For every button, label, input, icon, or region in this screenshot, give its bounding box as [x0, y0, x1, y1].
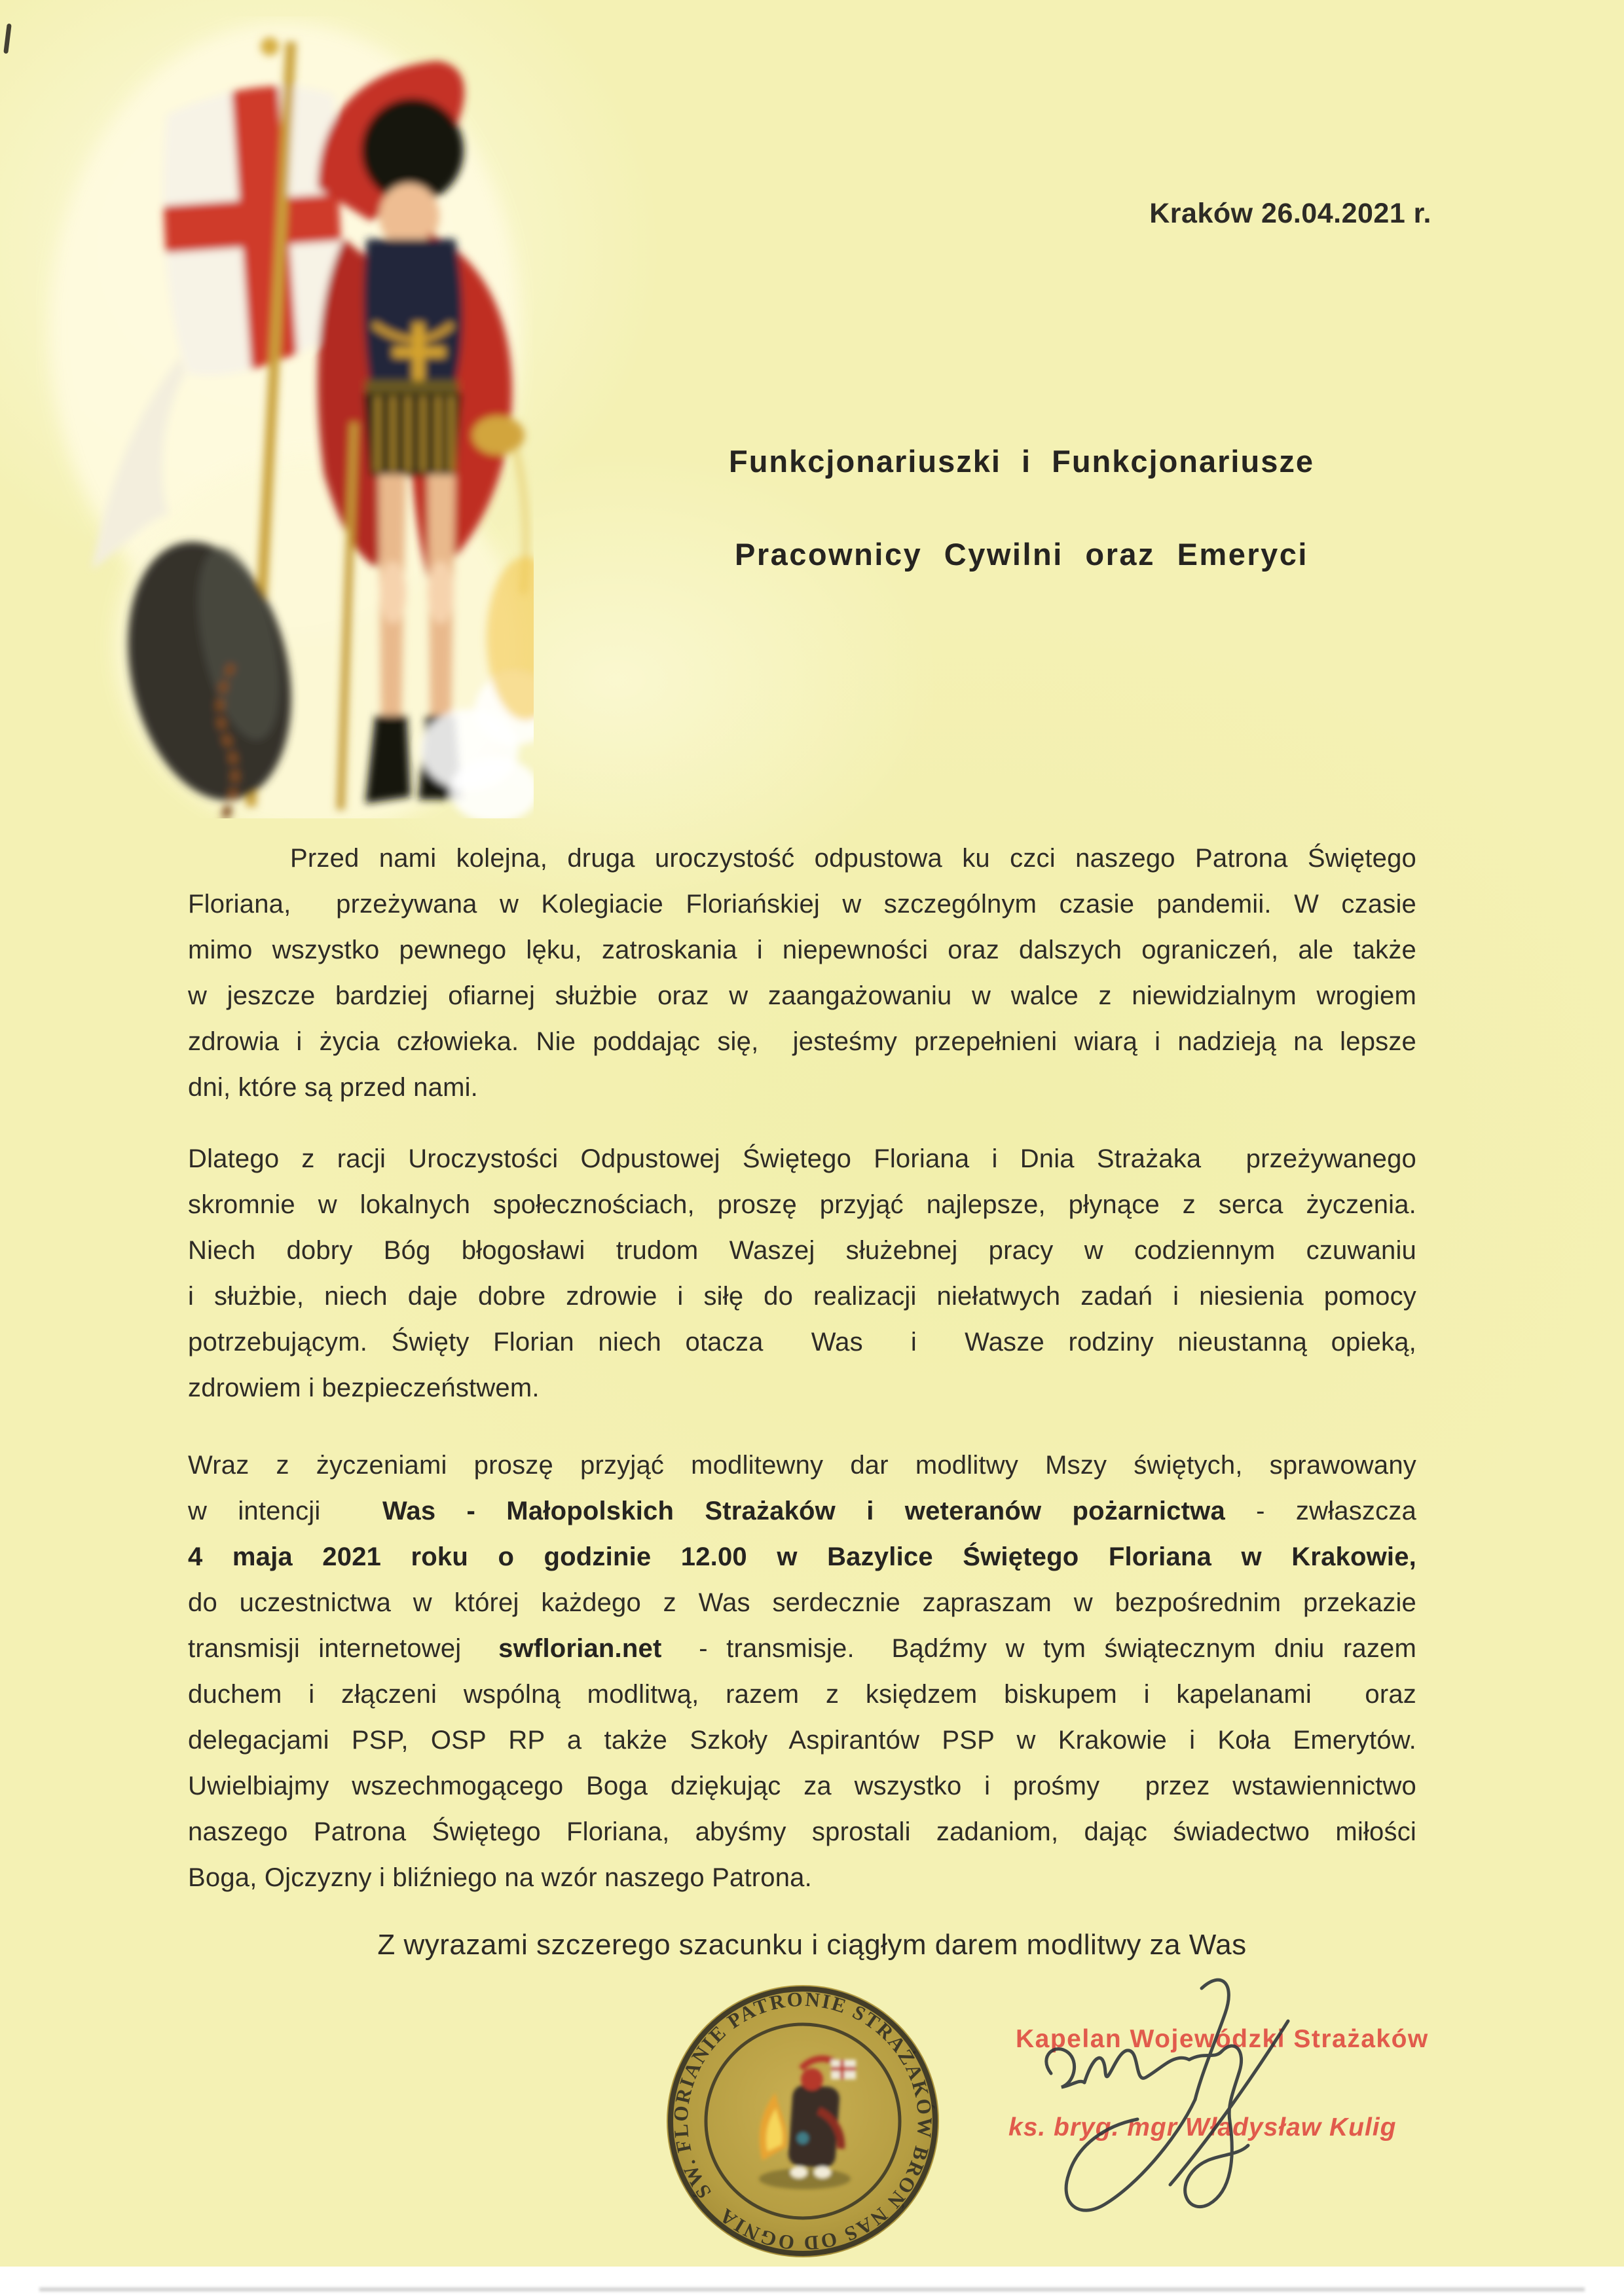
text-segment: naszego Patrona Świętego Floriana, abyśmy sprostali zadaniom, dając świadectwo miłości — [188, 1817, 1416, 1846]
text-segment: duchem i złączeni wspólną modlitwą, razem z księdzem biskupem i kapelanami oraz — [188, 1680, 1416, 1709]
text-segment: w jeszcze bardziej ofiarnej służbie oraz w zaangażowaniu w walce z niewidzialnym wrogiem — [188, 981, 1416, 1010]
scan-edge-line — [39, 2287, 1585, 2291]
handwritten-signature — [1005, 1967, 1313, 2236]
text-line — [188, 1717, 1416, 1763]
text-line — [188, 881, 1416, 927]
text-segment: i służbie, niech daje dobre zdrowie i siłę do realizacji niełatwych zadań i niesienia pomocy — [188, 1282, 1416, 1311]
closing-line: Z wyrazami szczerego szacunku i ciągłym darem modlitwy za Was — [377, 1929, 1247, 1961]
anchor-cross-horizontal — [393, 347, 445, 357]
paragraph-1 — [188, 835, 1416, 1110]
text-line — [188, 1136, 1416, 1182]
text-segment: transmisji internetowej — [188, 1634, 499, 1663]
bold-text-segment: swflorian.net — [498, 1634, 662, 1663]
text-line — [188, 973, 1416, 1019]
text-segment: - transmisje. Bądźmy w tym świątecznym dniu razem — [661, 1634, 1417, 1663]
text-line — [188, 1809, 1416, 1855]
text-segment: zdrowiem i bezpieczeństwem. — [188, 1374, 540, 1402]
stamp-name: ks. bryg. mgr Władysław Kulig — [1008, 2113, 1397, 2141]
stamp-title: Kapelan Wojewódzki Strażaków — [1016, 2025, 1429, 2053]
text-line — [188, 1671, 1416, 1717]
text-segment: skromnie w lokalnych społecznościach, proszę przyjąć najlepsze, płynące z serca życzenia. — [188, 1190, 1416, 1219]
text-segment: mimo wszystko pewnego lęku, zatroskania i niepewności oraz dalszych ograniczeń, ale także — [188, 936, 1416, 964]
saint-florian-illustration — [36, 16, 534, 818]
text-line — [188, 1488, 1416, 1534]
scan-artifact-mark — [3, 24, 12, 54]
text-line — [188, 1365, 1416, 1411]
left-knee — [380, 561, 406, 624]
text-segment: - zwłaszcza — [1225, 1497, 1416, 1525]
text-line — [188, 1273, 1416, 1319]
heading-line-2: Pracownicy Cywilni oraz Emeryci — [735, 537, 1308, 572]
date-line: Kraków 26.04.2021 r. — [1149, 198, 1431, 229]
text-segment: Wraz z życzeniami proszę przyjąć modlitewny dar modlitwy Mszy świętych, sprawowany — [188, 1451, 1416, 1480]
text-segment: potrzebującym. Święty Florian niech otacza Was i Wasze rodziny nieustanną opieką, — [188, 1328, 1416, 1357]
text-segment: Dlatego z racji Uroczystości Odpustowej Świętego Floriana i Dnia Strażaka przeżywanego — [188, 1144, 1416, 1173]
paragraph-3 — [188, 1442, 1416, 1901]
pole-finial — [261, 37, 279, 56]
bold-text-segment: 4 maja 2021 roku o godzinie 12.00 w Bazylice Świętego Floriana w Krakowie, — [188, 1542, 1416, 1571]
bold-text-segment: Was - Małopolskich Strażaków i weteranów pożarnictwa — [382, 1497, 1225, 1525]
text-segment: Floriana, przeżywana w Kolegiacie Floriańskiej w szczególnym czasie pandemii. W czasie — [188, 890, 1416, 919]
seal-stamp — [664, 1982, 942, 2264]
paragraph-2 — [188, 1136, 1416, 1411]
text-segment: Przed nami kolejna, druga uroczystość odpustowa ku czci naszego Patrona Świętego — [290, 844, 1416, 873]
text-line — [188, 1019, 1416, 1065]
text-line — [188, 835, 1416, 881]
right-knee — [428, 561, 454, 624]
heading-line-1: Funkcjonariuszki i Funkcjonariusze — [729, 444, 1314, 479]
text-segment: delegacjami PSP, OSP RP a także Szkoły Aspirantów PSP w Krakowie i Koła Emerytów. — [188, 1726, 1416, 1755]
text-line — [188, 1763, 1416, 1809]
text-segment: Boga, Ojczyzny i bliźniego na wzór naszego Patrona. — [188, 1863, 812, 1892]
text-line — [188, 1534, 1416, 1580]
text-line — [188, 927, 1416, 973]
text-segment: dni, które są przed nami. — [188, 1073, 478, 1102]
text-segment: do uczestnictwa w której każdego z Was serdecznie zapraszam w bezpośrednim przekazie — [188, 1588, 1416, 1617]
text-segment: Uwielbiajmy wszechmogącego Boga dziękując za wszystko i prośmy przez wstawiennictwo — [188, 1772, 1416, 1800]
text-line — [188, 1228, 1416, 1273]
text-line — [188, 1442, 1416, 1488]
text-line — [188, 1855, 1416, 1901]
text-line — [188, 1182, 1416, 1228]
text-line — [188, 1580, 1416, 1626]
text-line — [188, 1319, 1416, 1365]
text-segment: w intencji — [188, 1497, 382, 1525]
text-segment: Niech dobry Bóg błogosławi trudom Waszej służebnej pracy w codziennym czuwaniu — [188, 1236, 1416, 1265]
text-line — [188, 1065, 1416, 1110]
seal-ring-text: ŚW. FLORIANIE PATRONIE STRAŻAKÓW BROŃ NAS OD OGNIA — [669, 1987, 937, 2255]
text-line — [188, 1626, 1416, 1671]
belt — [365, 380, 458, 395]
text-segment: zdrowia i życia człowieka. Nie poddając się, jesteśmy przepełnieni wiarą i nadzieją na lepsze — [188, 1027, 1416, 1056]
